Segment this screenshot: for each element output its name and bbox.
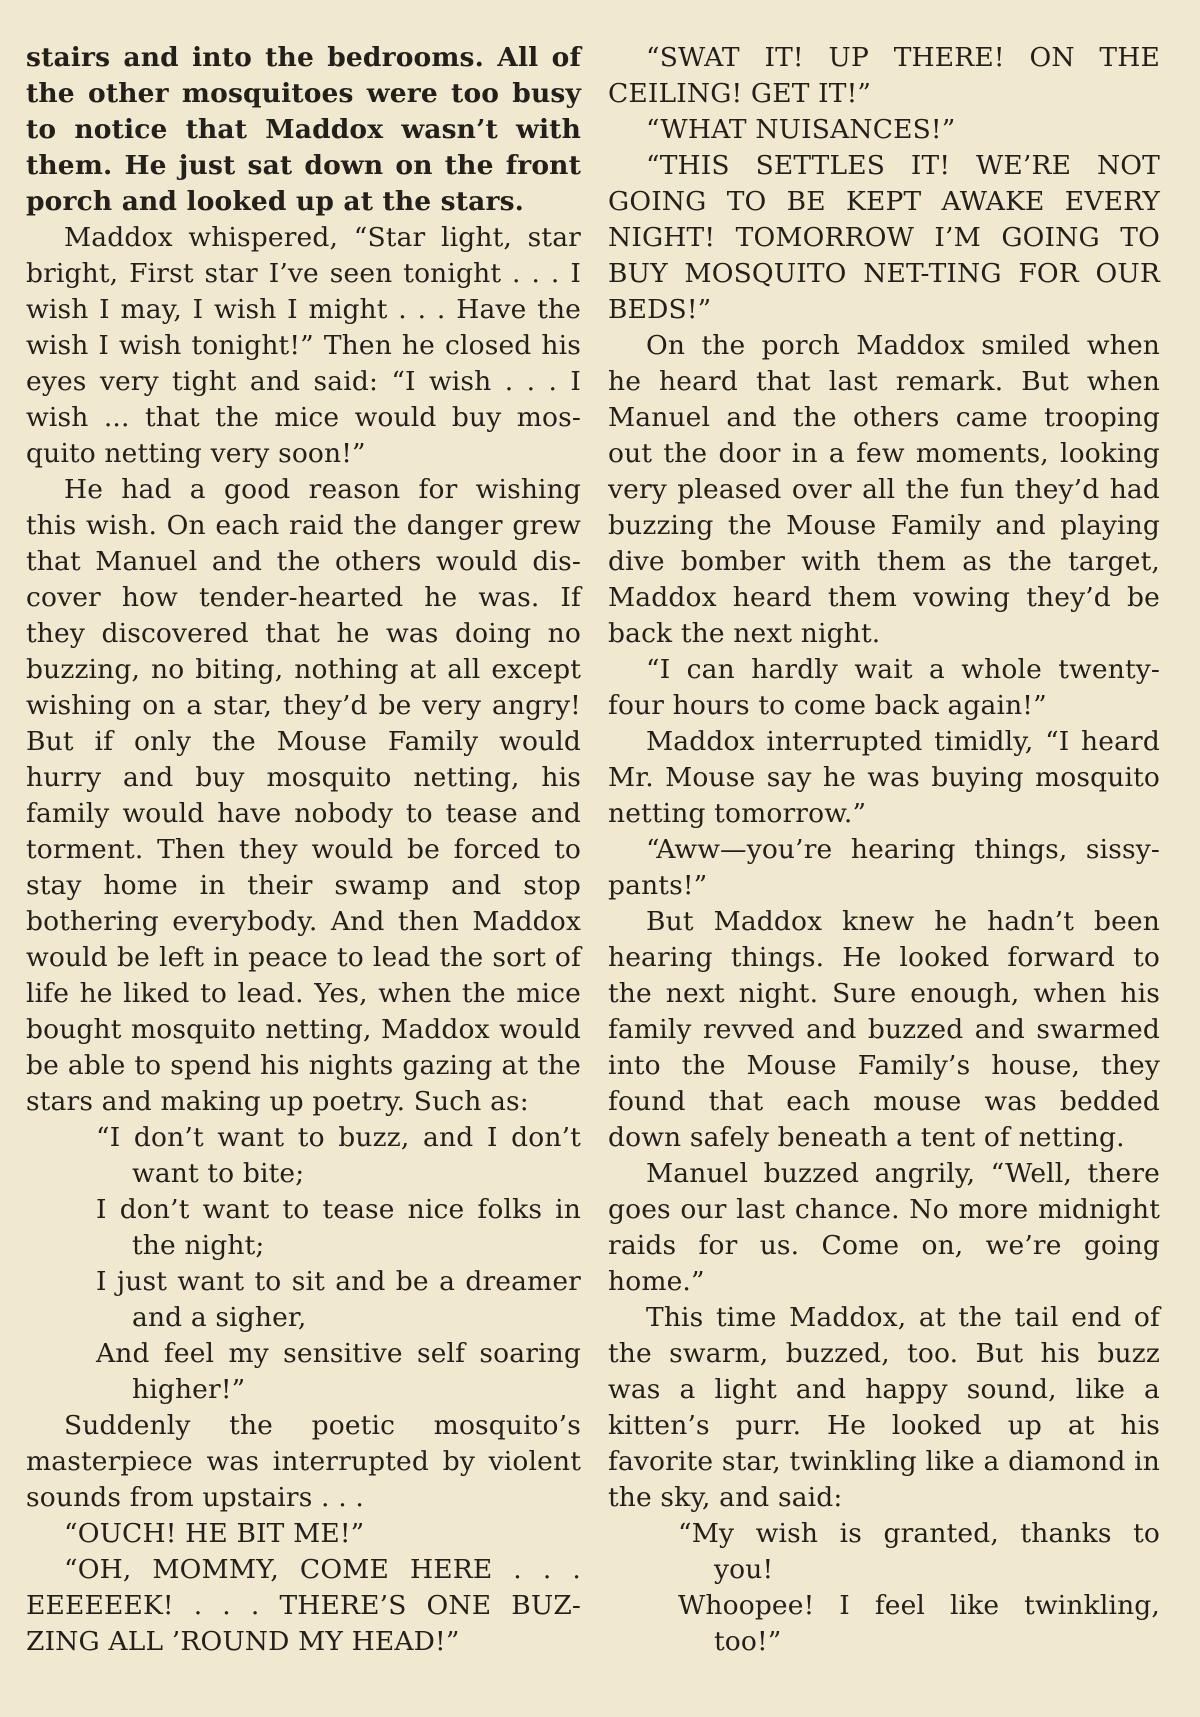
text-columns [26,40,1160,1660]
paragraph: “OH, MOMMY, COME HERE . . . EEEEEEK! . . . THERE’S ONE BUZ-ZING ALL ’ROUND MY HEAD!” [26,1554,581,1657]
poem-line: I don’t want to tease nice folks in the night; [96,1194,581,1261]
poem [678,1516,1160,1660]
left-column [26,40,581,1660]
paragraph: He had a good reason for wishing this wish. On each raid the danger grew that Manuel and the others would dis-cover how tender-hearted he was. If they discovered that he was doing no buzzing, no biting, nothing at all except wishing on a star, they’d be very angry! But if only the Mouse Family would hurry and buy mosquito netting, his family would have nobody to tease and torment. Then they would be forced to stay home in their swamp and stop bothering everybody. And then Maddox would be left in peace to lead the sort of life he liked to lead. Yes, when the mice bought mosquito netting, Maddox would be able to spend his nights gazing at the stars and making up poetry. Such as: [26,474,581,1117]
paragraph: stairs and into the bedrooms. All of the other mosquitoes were too busy to notice that Maddox wasn’t with them. He just sat down on the front porch and looked up at the stars. [26,42,581,217]
paragraph: “THIS SETTLES IT! WE’RE NOT GOING TO BE KEPT AWAKE EVERY NIGHT! TOMORROW I’M GOING TO BUY MOSQUITO NET-TING FOR OUR BEDS!” [608,150,1160,325]
poem-line: “My wish is granted, thanks to you! [678,1518,1160,1585]
paragraph: “WHAT NUISANCES!” [646,114,956,145]
poem-line: “I don’t want to buzz, and I don’t want to bite; [96,1122,581,1189]
paragraph: On the porch Maddox smiled when he heard that last remark. But when Manuel and the others came trooping out the door in a few moments, looking very pleased over all the fun they’d had buzzing the Mouse Family and playing dive bomber with them as the target, Maddox heard them vowing they’d be back the next night. [608,330,1160,649]
paragraph: “SWAT IT! UP THERE! ON THE CEILING! GET IT!” [608,42,1160,109]
right-column [608,40,1160,1660]
paragraph: Suddenly the poetic mosquito’s masterpiece was interrupted by violent sounds from upstairs . . . [26,1410,581,1513]
paragraph: “Aww—you’re hearing things, sissy-pants!” [608,834,1160,901]
paragraph: Maddox whispered, “Star light, star bright, First star I’ve seen tonight . . . I wish I may, I wish I might . . . Have the wish I wish tonight!” Then he closed his eyes very tight and said: “I wish . . . I wish ... that the mice would buy mos-quito netting very soon!” [26,222,581,469]
paragraph: But Maddox knew he hadn’t been hearing things. He looked forward to the next night. Sure enough, when his family revved and buzzed and swarmed into the Mouse Family’s house, they found that each mouse was bedded down safely beneath a tent of netting. [608,906,1160,1153]
poem-line: I just want to sit and be a dreamer and a sigher, [96,1266,581,1333]
paragraph: Manuel buzzed angrily, “Well, there goes our last chance. No more midnight raids for us. Come on, we’re going home.” [608,1158,1160,1297]
paragraph: “OUCH! HE BIT ME!” [64,1518,365,1549]
poem-line: Whoopee! I feel like twinkling, too!” [678,1590,1160,1657]
paragraph: Maddox interrupted timidly, “I heard Mr. Mouse say he was buying mosquito netting tomorrow.” [608,726,1160,829]
poem [96,1120,581,1408]
poem-line: And feel my sensitive self soaring higher!” [96,1338,581,1405]
paragraph: This time Maddox, at the tail end of the swarm, buzzed, too. But his buzz was a light and happy sound, like a kitten’s purr. He looked up at his favorite star, twinkling like a diamond in the sky, and said: [608,1302,1160,1513]
paragraph: “I can hardly wait a whole twenty-four hours to come back again!” [608,654,1160,721]
